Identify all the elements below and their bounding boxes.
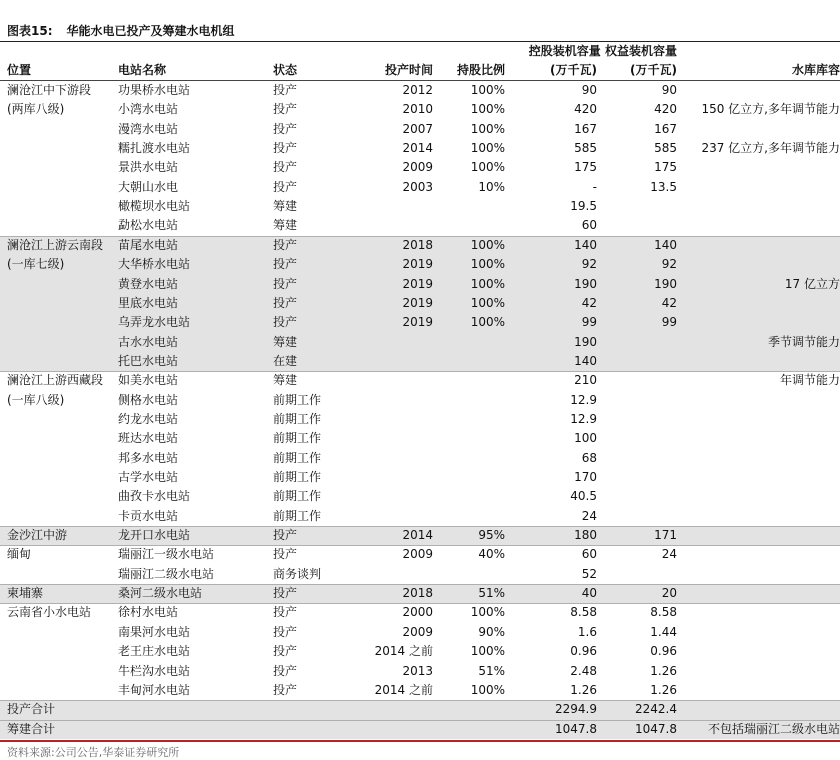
row-status: 投产 [273, 295, 298, 310]
row-share: 10% [478, 179, 505, 194]
row-share: 90% [478, 624, 505, 639]
row-ctrl-capacity: 1.6 [577, 624, 597, 639]
figure-title-text: 华能水电已投产及筹建水电机组 [66, 24, 235, 38]
row-ctrl-capacity: 175 [574, 160, 597, 175]
row-eq-capacity: 1047.8 [635, 721, 677, 736]
header-eq-unit: (万千瓦) [630, 63, 677, 77]
row-eq-capacity: 2242.4 [635, 702, 677, 717]
row-name: 黄登水电站 [118, 276, 179, 291]
header-name: 电站名称 [118, 63, 167, 77]
row-ctrl-capacity: 68 [581, 450, 597, 465]
row-ctrl-capacity: 52 [581, 566, 597, 581]
row-year: 2009 [402, 547, 433, 562]
row-status: 投产 [273, 624, 298, 639]
row-status: 前期工作 [273, 431, 322, 446]
row-share: 100% [470, 83, 505, 97]
row-eq-capacity: 1.26 [650, 663, 677, 678]
row-status: 前期工作 [273, 411, 322, 426]
header-eq-top: 权益装机容量 [604, 44, 677, 58]
row-name: 糯扎渡水电站 [118, 141, 191, 156]
row-eq-capacity: 8.58 [650, 605, 677, 620]
row-status: 投产 [273, 160, 298, 175]
row-ctrl-capacity: 420 [574, 102, 597, 117]
row-ctrl-capacity: 42 [581, 295, 597, 310]
row-name: 橄榄坝水电站 [118, 199, 191, 214]
row-reservoir: 17 亿立方 [784, 276, 840, 291]
row-eq-capacity: 175 [654, 160, 677, 175]
row-location: (两库八级) [7, 102, 65, 117]
row-ctrl-capacity: 12.9 [570, 392, 597, 407]
row-name: 里底水电站 [118, 295, 179, 310]
row-eq-capacity: 92 [661, 257, 677, 272]
row-location: (一库八级) [7, 392, 65, 407]
row-share: 95% [478, 528, 505, 543]
row-ctrl-capacity: 140 [574, 237, 597, 252]
row-status: 前期工作 [273, 450, 322, 465]
row-ctrl-capacity: 90 [581, 83, 597, 97]
row-status: 投产 [273, 586, 298, 601]
row-year: 2009 [402, 160, 433, 175]
row-ctrl-capacity: 40 [581, 586, 597, 601]
row-ctrl-capacity: 8.58 [570, 605, 597, 620]
row-status: 投产 [273, 83, 298, 97]
row-eq-capacity: 24 [661, 547, 677, 562]
row-name: 托巴水电站 [118, 353, 179, 368]
row-name: 龙开口水电站 [118, 528, 191, 543]
row-year: 2014 [402, 528, 433, 543]
row-name: 卡贡水电站 [118, 508, 179, 523]
row-ctrl-capacity: 24 [581, 508, 597, 523]
row-year: 2019 [402, 257, 433, 272]
row-location: 缅甸 [7, 547, 32, 562]
row-reservoir: 季节调节能力 [767, 334, 840, 349]
row-share: 100% [470, 315, 505, 330]
row-status: 投产 [273, 315, 298, 330]
row-ctrl-capacity: 92 [581, 257, 597, 272]
header-ctrl-unit: (万千瓦) [550, 63, 597, 77]
row-year: 2018 [402, 237, 433, 252]
header-status: 状态 [273, 63, 298, 77]
row-name: 如美水电站 [118, 373, 179, 388]
row-share: 100% [470, 605, 505, 620]
row-year: 2003 [402, 179, 433, 194]
row-eq-capacity: 585 [654, 141, 677, 156]
row-location: 澜沧江上游云南段 [7, 237, 104, 252]
row-eq-capacity: 140 [654, 237, 677, 252]
row-reservoir: 不包括瑞丽江二级水电站 [707, 721, 840, 736]
row-status: 筹建 [273, 334, 298, 349]
figure-title [7, 22, 235, 39]
row-year: 2000 [402, 605, 433, 620]
row-year: 2019 [402, 295, 433, 310]
row-name: 古水水电站 [118, 334, 179, 349]
row-status: 投产 [273, 644, 298, 659]
row-ctrl-capacity: 2.48 [570, 663, 597, 678]
row-eq-capacity: 171 [654, 528, 677, 543]
row-status: 商务谈判 [273, 566, 322, 581]
row-location: 筹建合计 [7, 721, 56, 736]
row-share: 100% [470, 295, 505, 310]
row-ctrl-capacity: 170 [574, 470, 597, 484]
row-name: 侧格水电站 [118, 392, 179, 407]
row-status: 投产 [273, 547, 298, 562]
row-ctrl-capacity: - [592, 179, 597, 194]
row-name: 小湾水电站 [118, 102, 179, 117]
row-name: 大朝山水电 [118, 179, 179, 194]
row-share: 100% [470, 160, 505, 175]
row-year: 2019 [402, 315, 433, 330]
row-share: 51% [478, 586, 505, 601]
row-name: 苗尾水电站 [118, 237, 179, 252]
row-eq-capacity: 20 [661, 586, 677, 601]
row-name: 勐松水电站 [118, 218, 179, 233]
row-ctrl-capacity: 1047.8 [555, 721, 597, 736]
row-status: 前期工作 [273, 392, 322, 407]
row-share: 100% [470, 102, 505, 117]
row-status: 投产 [273, 141, 298, 156]
row-status: 投产 [273, 663, 298, 678]
row-name: 丰甸河水电站 [118, 682, 191, 697]
row-year: 2014 之前 [374, 682, 433, 697]
row-name: 瑞丽江一级水电站 [118, 547, 215, 562]
row-share: 40% [478, 547, 505, 562]
row-status: 筹建 [273, 199, 298, 214]
row-ctrl-capacity: 140 [574, 353, 597, 368]
row-location: 投产合计 [7, 702, 56, 717]
row-name: 景洪水电站 [118, 160, 179, 175]
row-status: 投产 [273, 102, 298, 117]
row-name: 乌弄龙水电站 [118, 315, 191, 330]
row-ctrl-capacity: 1.26 [570, 682, 597, 697]
row-location: 金沙江中游 [7, 528, 68, 543]
bottom-rule [0, 740, 840, 742]
row-name: 古学水电站 [118, 470, 179, 484]
row-ctrl-capacity: 180 [574, 528, 597, 543]
row-name: 漫湾水电站 [118, 121, 179, 136]
row-name: 老王庄水电站 [118, 644, 191, 659]
row-year: 2010 [402, 102, 433, 117]
top-rule [0, 41, 840, 42]
row-share: 100% [470, 121, 505, 136]
row-share: 100% [470, 276, 505, 291]
header-year: 投产时间 [384, 63, 433, 77]
row-status: 投产 [273, 276, 298, 291]
row-year: 2013 [402, 663, 433, 678]
row-ctrl-capacity: 100 [574, 431, 597, 446]
row-reservoir: 150 亿立方,多年调节能力 [701, 102, 840, 117]
row-ctrl-capacity: 190 [574, 334, 597, 349]
row-name: 约龙水电站 [118, 411, 179, 426]
row-location: 柬埔寨 [7, 586, 44, 601]
row-status: 前期工作 [273, 508, 322, 523]
row-year: 2007 [402, 121, 433, 136]
row-share: 100% [470, 237, 505, 252]
row-year: 2019 [402, 276, 433, 291]
row-ctrl-capacity: 19.5 [570, 199, 597, 214]
header-capacity-top [529, 42, 677, 61]
header-share: 持股比例 [456, 63, 505, 77]
row-ctrl-capacity: 12.9 [570, 411, 597, 426]
row-eq-capacity: 1.26 [650, 682, 677, 697]
row-name: 瑞丽江二级水电站 [118, 566, 215, 581]
figure-label: 图表15: [7, 24, 53, 38]
row-eq-capacity: 42 [661, 295, 677, 310]
row-status: 投产 [273, 179, 298, 194]
row-status: 投产 [273, 237, 298, 252]
row-ctrl-capacity: 40.5 [570, 489, 597, 504]
row-ctrl-capacity: 190 [574, 276, 597, 291]
row-share: 100% [470, 644, 505, 659]
row-share: 100% [470, 141, 505, 156]
row-name: 牛栏沟水电站 [118, 663, 191, 678]
source-note: 资料来源:公司公告,华泰证券研究所 [7, 746, 180, 759]
row-location: 澜沧江上游西藏段 [7, 373, 104, 388]
row-name: 曲孜卡水电站 [118, 489, 191, 504]
header-reservoir: 水库库容 [791, 63, 840, 77]
row-name: 南果河水电站 [118, 624, 191, 639]
row-share: 100% [470, 682, 505, 697]
row-status: 前期工作 [273, 489, 322, 504]
row-location: 澜沧江中下游段 [7, 83, 92, 97]
row-year: 2014 [402, 141, 433, 156]
row-eq-capacity: 420 [654, 102, 677, 117]
row-ctrl-capacity: 2294.9 [555, 702, 597, 717]
row-status: 筹建 [273, 373, 298, 388]
row-ctrl-capacity: 60 [581, 547, 597, 562]
row-name: 邦多水电站 [118, 450, 179, 465]
row-location: 云南省小水电站 [7, 605, 92, 620]
row-eq-capacity: 190 [654, 276, 677, 291]
row-reservoir: 237 亿立方,多年调节能力 [701, 141, 840, 156]
header-location: 位置 [7, 63, 32, 77]
row-share: 100% [470, 257, 505, 272]
row-ctrl-capacity: 99 [581, 315, 597, 330]
row-ctrl-capacity: 0.96 [570, 644, 597, 659]
row-eq-capacity: 167 [654, 121, 677, 136]
row-name: 桑河二级水电站 [118, 586, 203, 601]
row-reservoir: 年调节能力 [779, 373, 840, 388]
row-eq-capacity: 99 [661, 315, 677, 330]
row-status: 投产 [273, 682, 298, 697]
row-status: 投产 [273, 605, 298, 620]
row-ctrl-capacity: 210 [574, 373, 597, 388]
header-ctrl-top: 控股装机容量 [528, 44, 601, 58]
row-name: 大华桥水电站 [118, 257, 191, 272]
row-status: 前期工作 [273, 470, 322, 484]
row-name: 班达水电站 [118, 431, 179, 446]
row-status: 筹建 [273, 218, 298, 233]
row-year: 2012 [402, 83, 433, 97]
row-year: 2009 [402, 624, 433, 639]
row-ctrl-capacity: 167 [574, 121, 597, 136]
row-name: 功果桥水电站 [118, 83, 191, 97]
row-status: 投产 [273, 257, 298, 272]
row-location: (一库七级) [7, 257, 65, 272]
row-ctrl-capacity: 585 [574, 141, 597, 156]
row-name: 徐村水电站 [118, 605, 179, 620]
row-status: 投产 [273, 528, 298, 543]
row-share: 51% [478, 663, 505, 678]
group-separator [0, 700, 840, 701]
row-eq-capacity: 13.5 [650, 179, 677, 194]
row-year: 2018 [402, 586, 433, 601]
row-eq-capacity: 90 [661, 83, 677, 97]
row-status: 投产 [273, 121, 298, 136]
row-status: 在建 [273, 353, 298, 368]
row-ctrl-capacity: 60 [581, 218, 597, 233]
row-eq-capacity: 1.44 [650, 624, 677, 639]
row-year: 2014 之前 [374, 644, 433, 659]
row-eq-capacity: 0.96 [650, 644, 677, 659]
